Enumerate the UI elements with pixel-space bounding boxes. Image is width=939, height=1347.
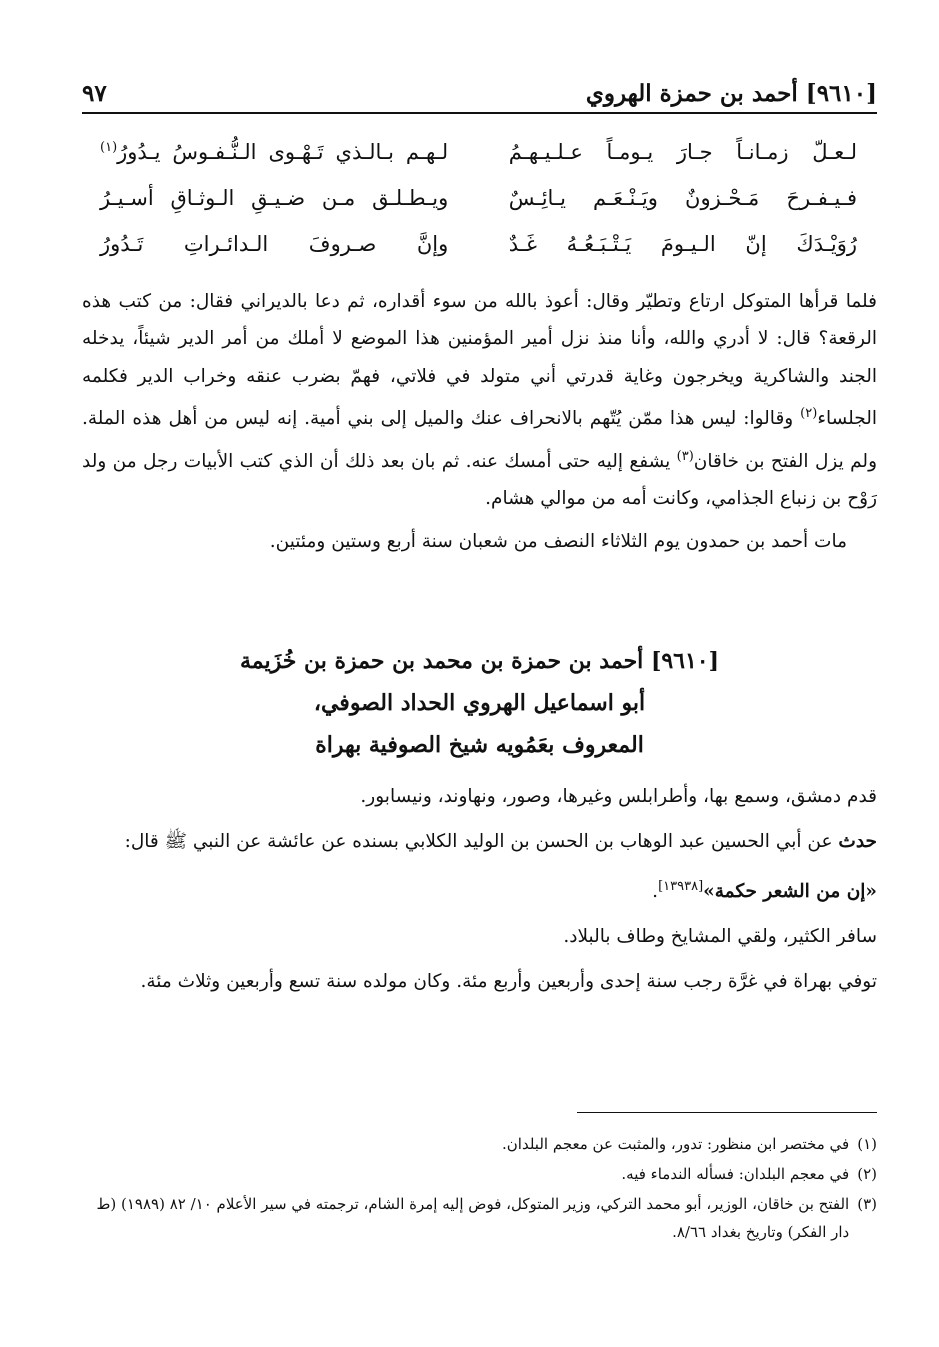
- hadith-quote: «إن من الشعر حكمة»[١٣٩٣٨].: [652, 879, 877, 903]
- entry-heading: [82, 640, 877, 766]
- entry-body: [82, 778, 877, 1008]
- footnote-divider: [577, 1112, 877, 1113]
- entry-paragraph: سافر الكثير، ولقي المشايخ وطاف بالبلاد.: [563, 926, 877, 948]
- footnote: [82, 1190, 877, 1246]
- death-paragraph: مات أحمد بن حمدون يوم الثلاثاء النصف من شعبان سنة أربع وستين ومئتين.: [269, 530, 847, 552]
- footnote-number: (٢): [857, 1165, 877, 1183]
- footnote-text: في مختصر ابن منظور: تدور، والمثبت عن معجم البلدان.: [502, 1135, 850, 1153]
- poem-line: [100, 186, 857, 232]
- footnote-text: في معجم البلدان: فسأله الندماء فيه.: [621, 1165, 850, 1183]
- footnote-ref: (٢): [800, 406, 818, 422]
- page-number: ٩٧: [82, 80, 107, 107]
- hadith-keyword: حدث: [838, 831, 877, 852]
- narrative-paragraph: [82, 283, 877, 518]
- poem-line: [100, 232, 857, 278]
- hadith-text: «إن من الشعر حكمة»: [703, 881, 877, 903]
- entry-paragraph: قدم دمشق، وسمع بها، وأطرابلس وغيرها، وصور، ونهاوند، ونيسابور.: [360, 786, 877, 807]
- paragraph-text: فلما قرأها المتوكل ارتاع وتطيّر وقال: أعوذ بالله من سوء أقداره، ثم دعا بالديراني فقال: من كتب هذه الرقعة؟ قال: لا أدري والله، وأنا منذ نزل أمير المؤمنين هذا الموضع لا أملك من أمر الدير شيئاً، يدخله الجند والشاكرية ويخرجون وغاية قدرتي أني متولد في فلاتي، فهمّ بضرب عنقه وخراب الدير فكلمه الجلساء: [82, 291, 877, 430]
- poem-first-hemistich: فـيـفـرحَ مَـحْـزونٌ ويَـنْـعَـم يـائِـسٌ: [508, 186, 857, 210]
- poem-first-hemistich: لـعـلّ زمـانـاً جـارَ يـومـاً عـلـيـهـمُ: [508, 140, 857, 164]
- footnote: [82, 1160, 877, 1188]
- footnotes: [82, 1130, 877, 1248]
- poem-second-hemistich: ويـطـلـق مـن ضـيـقِ الـوثـاقِ أسـيـرُ: [100, 186, 449, 210]
- hadith-ref: [١٣٩٣٨]: [658, 879, 704, 894]
- running-title: [٩٦١٠] أحمد بن حمزة الهروي: [585, 80, 877, 107]
- entry-paragraph: توفي بهراة في غرَّة رجب سنة إحدى وأربعين وأربع مئة. وكان مولده سنة تسع وأربعين وثلاث مئة.: [140, 971, 877, 993]
- paragraph-text: عن أبي الحسين عبد الوهاب بن الحسن بن الوليد الكلابي بسنده عن عائشة عن النبي ﷺ قال:: [124, 831, 839, 852]
- footnote: [82, 1130, 877, 1158]
- footnote-number: (١): [857, 1135, 877, 1153]
- entry-heading-line: [٩٦١٠] أحمد بن حمزة بن محمد بن حمزة بن خُزَيمة: [239, 648, 720, 674]
- poem-block: [100, 140, 857, 278]
- footnote-ref: (٣): [676, 448, 694, 464]
- running-header: [82, 80, 877, 114]
- entry-heading-line: أبو اسماعيل الهروي الحداد الصوفي،: [313, 690, 646, 716]
- footnote-number: (٣): [857, 1195, 877, 1213]
- poem-second-hemistich: [100, 140, 448, 186]
- main-text: [82, 283, 877, 560]
- poem-second-text: لـهـم بـالـذي تَـهْـوى الـنُّـفـوسُ يـدُورُ: [117, 140, 449, 164]
- entry-paragraph: [82, 823, 877, 860]
- poem-line: [100, 140, 857, 186]
- footnote-text: الفتح بن خاقان، الوزير، أبو محمد التركي، وزير المتوكل، فوض إليه إمرة الشام، ترجمته في سير الأعلام ١٠/ ٨٢ (١٩٨٩) (ط دار الفكر) وتاريخ بغداد ٨/٦٦.: [96, 1195, 850, 1241]
- footnote-ref: (١): [100, 140, 118, 155]
- entry-heading-line: المعروف بعَمُويه شيخ الصوفية بهراة: [315, 732, 644, 758]
- poem-second-hemistich: وإنَّ صـروفَ الـدائـراتِ تَـدُورُ: [100, 232, 449, 256]
- paragraph-text: وقالوا: ليس هذا ممّن يُتّهم بالانحراف عنك والميل إلى بني أمية. إنه ليس من أهل هذه الملة. ولم يزل الفتح بن خاقان: [82, 408, 877, 472]
- paragraph-text: يشفع إليه حتى أمسك عنه. ثم بان بعد ذلك أن الذي كتب الأبيات رجل من ولد رَوْح بن زنباع الجذامي، وكانت أمه من موالي هشام.: [82, 450, 877, 510]
- poem-first-hemistich: رُوَيْـدَكَ إنّ الـيـومَ يَـتْـبَـعُـهُ غَـدٌ: [508, 232, 857, 256]
